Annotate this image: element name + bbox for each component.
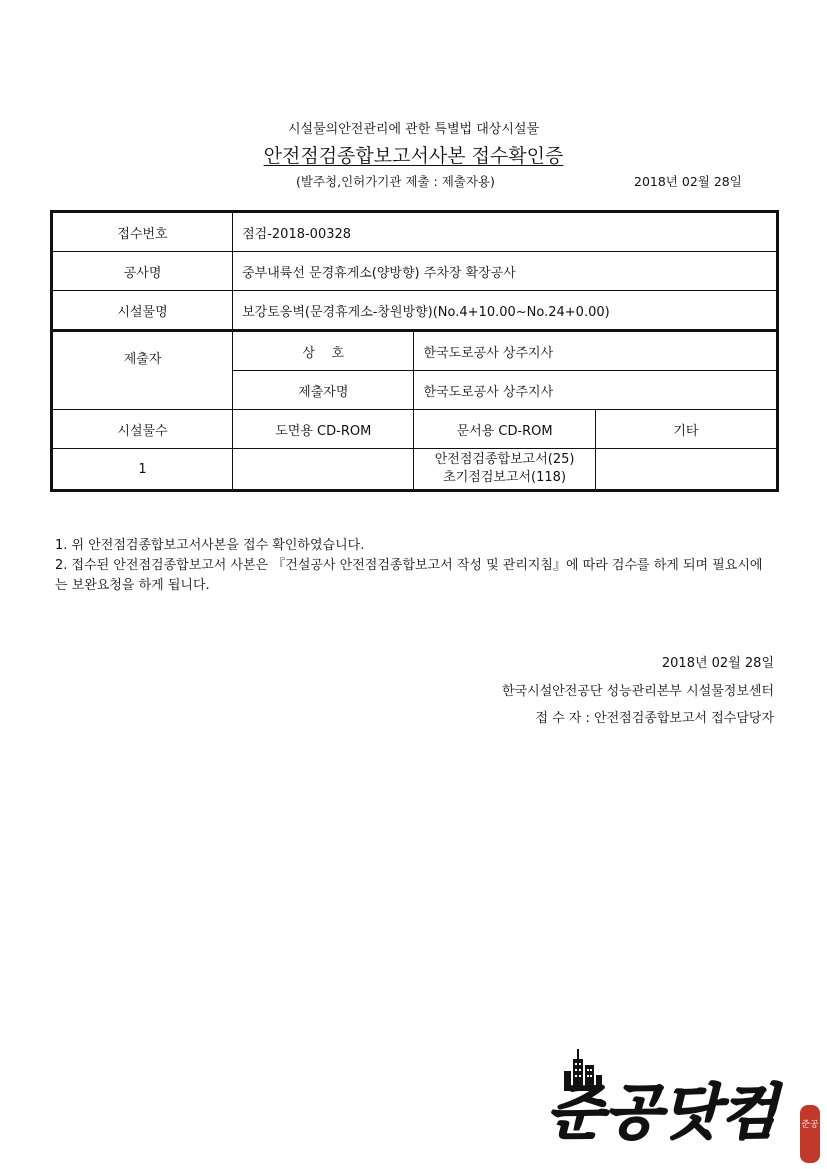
notes-block — [55, 536, 775, 596]
document-title — [0, 141, 827, 168]
facility-value: 보강토옹벽(문경휴게소-창원방향)(No.4+10.00~No.24+0.00) — [233, 291, 778, 331]
footer-date: 2018년 02월 28일 — [661, 656, 774, 671]
document-subtitle: 시설물의안전관리에 관한 특별법 대상시설물 — [288, 122, 539, 137]
issue-date: 2018년 02월 28일 — [634, 174, 742, 189]
etc-value — [595, 449, 777, 491]
skyline-logo-icon — [512, 1045, 822, 1165]
company-logo — [512, 1045, 822, 1165]
table-row — [52, 212, 778, 252]
company-value: 한국도로공사 상주지사 — [414, 331, 778, 371]
table-row — [52, 291, 778, 331]
logo-brush-text: 준공닷컴 — [546, 1078, 778, 1148]
note-item: 2. 접수된 안전점검종합보고서 사본은 『건설공사 안전점검종합보고서 작성 및 관리지침』에 따라 검수를 하게 되며 필요시에는 보완요청을 하게 됩니다. — [55, 558, 763, 593]
document-cd-label: 문서용 CD-ROM — [414, 410, 595, 449]
document-cd-value — [414, 449, 595, 491]
footer-organization: 한국시설안전공단 성능관리본부 시설물정보센터 — [502, 684, 774, 699]
receipt-form-table — [50, 210, 779, 492]
table-row — [52, 331, 778, 371]
seal-icon — [800, 1105, 820, 1163]
facility-label: 시설물명 — [52, 291, 233, 331]
document-cd-line: 안전점검종합보고서(25) — [434, 452, 575, 467]
submission-note: (발주청,인허가기관 제출 : 제출자용) — [296, 174, 495, 189]
etc-label: 기타 — [595, 410, 777, 449]
project-value: 중부내륙선 문경휴게소(양방향) 주차장 확장공사 — [233, 252, 778, 291]
submitter-name-label: 제출자명 — [233, 371, 414, 410]
table-row — [52, 449, 778, 491]
facility-count-label: 시설물수 — [52, 410, 233, 449]
submitter-label: 제출자 — [52, 331, 233, 410]
note-item: 1. 위 안전점검종합보고서사본을 접수 확인하였습니다. — [55, 538, 365, 553]
project-label: 공사명 — [52, 252, 233, 291]
facility-count-value: 1 — [52, 449, 233, 491]
receipt-no-value: 점검-2018-00328 — [233, 212, 778, 252]
company-label: 상 호 — [233, 331, 414, 371]
table-row — [52, 252, 778, 291]
document-cd-line: 초기점검보고서(118) — [443, 470, 567, 485]
table-row — [52, 410, 778, 449]
drawing-cd-value — [233, 449, 414, 491]
drawing-cd-label: 도면용 CD-ROM — [233, 410, 414, 449]
document-title-text: 안전점검종합보고서사본 접수확인증 — [263, 145, 564, 167]
receipt-no-label: 접수번호 — [52, 212, 233, 252]
footer-receiver: 접 수 자 : 안전점검종합보고서 접수담당자 — [535, 711, 774, 726]
seal-text: 준공 — [801, 1120, 819, 1130]
submitter-name-value: 한국도로공사 상주지사 — [414, 371, 778, 410]
